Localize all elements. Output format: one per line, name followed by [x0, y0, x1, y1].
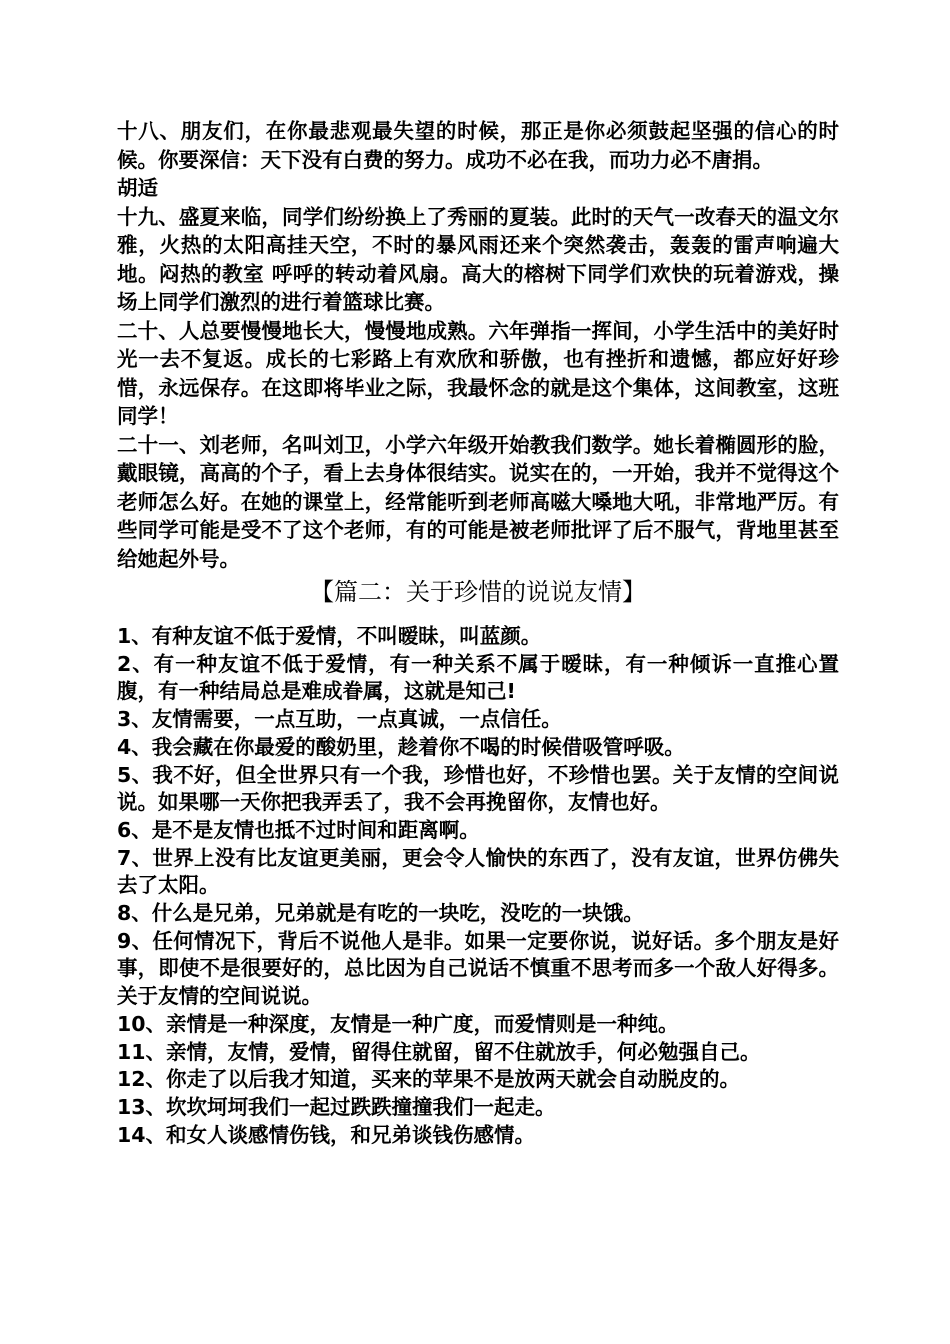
quote-list — [117, 623, 839, 1149]
paragraph-19: 十九、盛夏来临，同学们纷纷换上了秀丽的夏装。此时的天气一改春天的温文尔雅，火热的太阳高挂天空，不时的暴风雨还来个突然袭击，轰轰的雷声响遍大地。闷热的教室 呼呼的转动着风扇。高大的榕树下同学们欢快的玩着游戏，操场上同学们激烈的进行着篮球比赛。 — [117, 204, 839, 314]
list-item: 5、我不好，但全世界只有一个我，珍惜也好，不珍惜也罢。关于友情的空间说说。如果哪一天你把我弄丢了，我不会再挽留你，友情也好。 — [117, 762, 839, 815]
list-item: 6、是不是友情也抵不过时间和距离啊。 — [117, 817, 480, 842]
list-item: 1、有种友谊不低于爱情，不叫暧昧，叫蓝颜。 — [117, 624, 542, 648]
list-item: 3、友情需要，一点互助，一点真诚，一点信任。 — [117, 707, 562, 732]
paragraph-21: 二十一、刘老师，名叫刘卫，小学六年级开始教我们数学。她长着椭圆形的脸，戴眼镜，高高的个子，看上去身体很结实。说实在的，一开始，我并不觉得这个老师怎么好。在她的课堂上，经常能听到老师高嗞大嗓地大吼，非常地严厉。有些同学可能是受不了这个老师，有的可能是被老师批评了后不服气，背地里甚至给她起外号。 — [117, 432, 839, 571]
paragraph-18: 十八、朋友们，在你最悲观最失望的时候，那正是你必须鼓起坚强的信心的时候。你要深信：天下没有白费的努力。成功不必在我，而功力必不唐捐。 — [117, 119, 839, 172]
list-item: 12、你走了以后我才知道，买来的苹果不是放两天就会自动脱皮的。 — [117, 1067, 741, 1092]
list-item: 13、坎坎坷坷我们一起过跌跌撞撞我们一起走。 — [117, 1094, 556, 1119]
list-item: 7、世界上没有比友谊更美丽，更会令人愉快的东西了，没有友谊，世界仿佛失去了太阳。 — [117, 845, 839, 898]
list-item: 4、我会藏在你最爱的酸奶里，趁着你不喝的时候借吸管呼吸。 — [117, 734, 685, 759]
section-heading: 【篇二：关于珍惜的说说友情】 — [310, 578, 646, 606]
list-item: 10、亲情是一种深度，友情是一种广度，而爱情则是一种纯。 — [117, 1011, 679, 1036]
document-body — [117, 117, 839, 1149]
list-item: 14、和女人谈感情伤钱，和兄弟谈钱伤感情。 — [117, 1122, 536, 1147]
list-item: 11、亲情，友情，爱情，留得住就留，留不住就放手，何必勉强自己。 — [117, 1039, 761, 1064]
list-item: 2、有一种友谊不低于爱情，有一种关系不属于暧昧，有一种倾诉一直推心置腹，有一种结局总是难成眷属，这就是知己! — [117, 651, 839, 704]
list-item: 8、什么是兄弟，兄弟就是有吃的一块吃，没吃的一块饿。 — [117, 901, 644, 926]
author-attribution: 胡适 — [117, 176, 158, 200]
paragraph-20: 二十、人总要慢慢地长大，慢慢地成熟。六年弹指一挥间，小学生活中的美好时光一去不复返。成长的七彩路上有欢欣和骄傲，也有挫折和遗憾，都应好好珍惜，永远保存。在这即将毕业之际，我最怀念的就是这个集体，这间教室，这班同学！ — [117, 318, 839, 428]
list-item: 9、任何情况下，背后不说他人是非。如果一定要你说，说好话。多个朋友是好事，即使不是很要好的，总比因为自己说话不慎重不思考而多一个敌人好得多。关于友情的空间说说。 — [117, 928, 839, 1009]
